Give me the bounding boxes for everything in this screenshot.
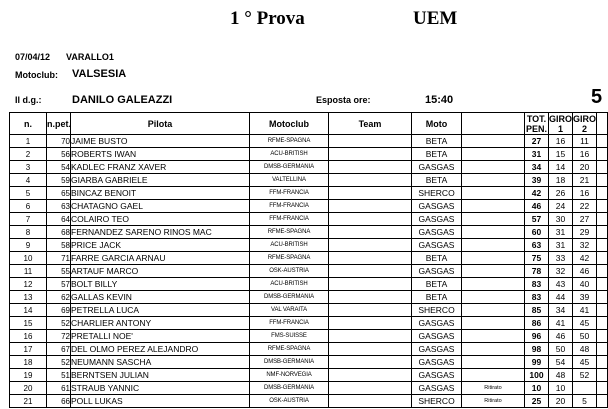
cell-position: 4 (10, 174, 47, 187)
cell-giro-2: 48 (573, 343, 597, 356)
col-header-n: n. (10, 113, 47, 135)
cell-note (462, 252, 525, 265)
cell-pilota: DEL OLMO PEREZ ALEJANDRO (71, 343, 250, 356)
cell-note (462, 213, 525, 226)
cell-position: 1 (10, 135, 47, 148)
cell-total-penalty: 25 (525, 395, 549, 408)
cell-number-pettorale: 70 (47, 135, 71, 148)
cell-pilota: COLAIRO TEO (71, 213, 250, 226)
col-header-extra (597, 113, 608, 135)
cell-giro-1: 34 (549, 304, 573, 317)
cell-pilota: FERNANDEZ SARENO RINOS MAC (71, 226, 250, 239)
cell-number-pettorale: 64 (47, 213, 71, 226)
cell-team (329, 135, 412, 148)
cell-pilota: KADLEC FRANZ XAVER (71, 161, 250, 174)
cell-position: 10 (10, 252, 47, 265)
cell-moto: GASGAS (412, 213, 462, 226)
cell-giro-2: 32 (573, 239, 597, 252)
cell-note (462, 161, 525, 174)
cell-giro-1: 10 (549, 382, 573, 395)
cell-giro-2: 46 (573, 265, 597, 278)
cell-giro-1: 31 (549, 239, 573, 252)
cell-team (329, 213, 412, 226)
cell-motoclub: FFM-FRANCIA (250, 187, 329, 200)
cell-moto: SHERCO (412, 395, 462, 408)
cell-team (329, 226, 412, 239)
cell-total-penalty: 34 (525, 161, 549, 174)
cell-team (329, 369, 412, 382)
cell-pilota: GALLAS KEVIN (71, 291, 250, 304)
table-row (10, 382, 608, 395)
cell-extra (597, 356, 608, 369)
table-row (10, 213, 608, 226)
cell-moto: GASGAS (412, 265, 462, 278)
cell-giro-1: 48 (549, 369, 573, 382)
cell-moto: SHERCO (412, 304, 462, 317)
cell-giro-1: 20 (549, 395, 573, 408)
cell-extra (597, 291, 608, 304)
cell-motoclub: VALTELLINA (250, 174, 329, 187)
cell-extra (597, 252, 608, 265)
cell-extra (597, 213, 608, 226)
cell-moto: BETA (412, 135, 462, 148)
cell-note (462, 291, 525, 304)
cell-number-pettorale: 68 (47, 226, 71, 239)
cell-position: 7 (10, 213, 47, 226)
cell-motoclub: VAL VARAITA (250, 304, 329, 317)
cell-pilota: JAIME BUSTO (71, 135, 250, 148)
cell-motoclub: DMSB-GERMANIA (250, 291, 329, 304)
col-header-npet: n.pet. (47, 113, 71, 135)
cell-position: 5 (10, 187, 47, 200)
table-row (10, 356, 608, 369)
cell-pilota: BERNTSEN JULIAN (71, 369, 250, 382)
cell-number-pettorale: 72 (47, 330, 71, 343)
cell-motoclub: ACU-BRITISH (250, 148, 329, 161)
cell-giro-2: 50 (573, 330, 597, 343)
esposta-value: 15:40 (425, 94, 454, 106)
cell-giro-2: 52 (573, 369, 597, 382)
cell-number-pettorale: 58 (47, 239, 71, 252)
cell-motoclub: OSK-AUSTRIA (250, 265, 329, 278)
cell-total-penalty: 98 (525, 343, 549, 356)
cell-motoclub: FFM-FRANCIA (250, 213, 329, 226)
cell-moto: GASGAS (412, 317, 462, 330)
cell-number-pettorale: 67 (47, 343, 71, 356)
cell-number-pettorale: 54 (47, 161, 71, 174)
table-row (10, 148, 608, 161)
cell-moto: BETA (412, 278, 462, 291)
cell-extra (597, 187, 608, 200)
cell-note: Ritirato (462, 382, 525, 395)
cell-team (329, 174, 412, 187)
cell-number-pettorale: 52 (47, 356, 71, 369)
cell-note (462, 356, 525, 369)
cell-giro-1: 46 (549, 330, 573, 343)
cell-team (329, 330, 412, 343)
cell-position: 14 (10, 304, 47, 317)
cell-giro-1: 16 (549, 135, 573, 148)
table-row (10, 200, 608, 213)
cell-position: 16 (10, 330, 47, 343)
cell-number-pettorale: 55 (47, 265, 71, 278)
cell-pilota: PRETALLI NOE' (71, 330, 250, 343)
cell-number-pettorale: 59 (47, 174, 71, 187)
cell-moto: GASGAS (412, 239, 462, 252)
cell-moto: GASGAS (412, 343, 462, 356)
cell-pilota: STRAUB YANNIC (71, 382, 250, 395)
cell-giro-1: 50 (549, 343, 573, 356)
cell-giro-2: 42 (573, 252, 597, 265)
table-header-row (10, 113, 608, 135)
cell-extra (597, 265, 608, 278)
cell-moto: GASGAS (412, 356, 462, 369)
col-header-giro1: GIRO 1 (549, 113, 573, 134)
cell-total-penalty: 60 (525, 226, 549, 239)
cell-total-penalty: 99 (525, 356, 549, 369)
cell-extra (597, 304, 608, 317)
cell-extra (597, 148, 608, 161)
cell-number-pettorale: 69 (47, 304, 71, 317)
cell-extra (597, 174, 608, 187)
cell-team (329, 304, 412, 317)
cell-motoclub: DMSB-GERMANIA (250, 382, 329, 395)
results-body (10, 135, 608, 408)
cell-extra (597, 278, 608, 291)
motoclub-label: Motoclub: (15, 70, 58, 80)
cell-giro-2: 22 (573, 200, 597, 213)
cell-team (329, 291, 412, 304)
cell-position: 8 (10, 226, 47, 239)
cell-number-pettorale: 71 (47, 252, 71, 265)
table-row (10, 252, 608, 265)
page-title: 1 ° Prova (230, 8, 305, 29)
cell-note (462, 369, 525, 382)
table-row (10, 226, 608, 239)
dg-value: DANILO GALEAZZI (72, 94, 173, 106)
cell-giro-1: 33 (549, 252, 573, 265)
cell-motoclub: NMF-NORVEGIA (250, 369, 329, 382)
cell-total-penalty: 46 (525, 200, 549, 213)
cell-pilota: NEUMANN SASCHA (71, 356, 250, 369)
cell-total-penalty: 39 (525, 174, 549, 187)
table-row (10, 187, 608, 200)
cell-total-penalty: 96 (525, 330, 549, 343)
cell-motoclub: RFME-SPAGNA (250, 135, 329, 148)
cell-moto: GASGAS (412, 382, 462, 395)
cell-note (462, 239, 525, 252)
cell-pilota: FARRE GARCIA ARNAU (71, 252, 250, 265)
cell-giro-2: 27 (573, 213, 597, 226)
cell-pilota: POLL LUKAS (71, 395, 250, 408)
dg-label: Il d.g.: (15, 95, 42, 105)
cell-team (329, 148, 412, 161)
cell-motoclub: ACU-BRITISH (250, 239, 329, 252)
cell-extra (597, 226, 608, 239)
cell-giro-1: 14 (549, 161, 573, 174)
cell-pilota: ROBERTS IWAN (71, 148, 250, 161)
table-row (10, 174, 608, 187)
col-header-giro2: GIRO 2 (573, 113, 597, 134)
page-number-fragment: 5 (591, 86, 603, 108)
table-row (10, 135, 608, 148)
cell-note (462, 278, 525, 291)
motoclub-value: VALSESIA (72, 68, 127, 80)
cell-giro-2: 5 (573, 395, 597, 408)
table-row (10, 239, 608, 252)
cell-team (329, 278, 412, 291)
cell-moto: GASGAS (412, 330, 462, 343)
cell-giro-1: 26 (549, 187, 573, 200)
cell-team (329, 161, 412, 174)
cell-motoclub: FMS-SUISSE (250, 330, 329, 343)
cell-position: 12 (10, 278, 47, 291)
cell-motoclub: FFM-FRANCIA (250, 317, 329, 330)
cell-position: 17 (10, 343, 47, 356)
cell-total-penalty: 27 (525, 135, 549, 148)
cell-note (462, 135, 525, 148)
cell-position: 9 (10, 239, 47, 252)
cell-moto: GASGAS (412, 161, 462, 174)
cell-pilota: BOLT BILLY (71, 278, 250, 291)
event-date: 07/04/12 (15, 52, 51, 62)
cell-position: 18 (10, 356, 47, 369)
cell-number-pettorale: 51 (47, 369, 71, 382)
cell-note (462, 200, 525, 213)
cell-extra (597, 395, 608, 408)
cell-extra (597, 369, 608, 382)
cell-note (462, 226, 525, 239)
cell-giro-1: 30 (549, 213, 573, 226)
cell-moto: BETA (412, 148, 462, 161)
col-header-tot: TOT. PEN. (525, 113, 547, 134)
cell-team (329, 343, 412, 356)
cell-number-pettorale: 56 (47, 148, 71, 161)
cell-giro-2 (573, 382, 597, 395)
cell-team (329, 265, 412, 278)
cell-giro-2: 39 (573, 291, 597, 304)
cell-position: 15 (10, 317, 47, 330)
cell-pilota: BINCAZ BENOIT (71, 187, 250, 200)
cell-motoclub: DMSB-GERMANIA (250, 356, 329, 369)
cell-extra (597, 330, 608, 343)
col-header-moto: Moto (412, 113, 462, 135)
cell-number-pettorale: 61 (47, 382, 71, 395)
cell-number-pettorale: 63 (47, 200, 71, 213)
cell-total-penalty: 78 (525, 265, 549, 278)
cell-total-penalty: 10 (525, 382, 549, 395)
cell-giro-2: 11 (573, 135, 597, 148)
cell-position: 20 (10, 382, 47, 395)
cell-team (329, 252, 412, 265)
cell-position: 2 (10, 148, 47, 161)
cell-team (329, 395, 412, 408)
cell-giro-2: 20 (573, 161, 597, 174)
cell-extra (597, 239, 608, 252)
cell-total-penalty: 57 (525, 213, 549, 226)
cell-motoclub: RFME-SPAGNA (250, 343, 329, 356)
cell-total-penalty: 86 (525, 317, 549, 330)
cell-total-penalty: 42 (525, 187, 549, 200)
cell-note (462, 304, 525, 317)
cell-moto: GASGAS (412, 226, 462, 239)
cell-pilota: GIARBA GABRIELE (71, 174, 250, 187)
cell-number-pettorale: 57 (47, 278, 71, 291)
table-row (10, 278, 608, 291)
cell-total-penalty: 75 (525, 252, 549, 265)
cell-total-penalty: 85 (525, 304, 549, 317)
cell-number-pettorale: 52 (47, 317, 71, 330)
cell-giro-1: 18 (549, 174, 573, 187)
cell-team (329, 356, 412, 369)
table-row (10, 291, 608, 304)
cell-giro-1: 31 (549, 226, 573, 239)
col-header-blank (462, 113, 525, 135)
table-row (10, 369, 608, 382)
cell-giro-2: 40 (573, 278, 597, 291)
cell-note (462, 187, 525, 200)
cell-pilota: PETRELLA LUCA (71, 304, 250, 317)
cell-position: 19 (10, 369, 47, 382)
cell-pilota: CHARLIER ANTONY (71, 317, 250, 330)
cell-note (462, 330, 525, 343)
cell-note (462, 265, 525, 278)
cell-team (329, 317, 412, 330)
cell-total-penalty: 83 (525, 291, 549, 304)
cell-note: Ritirato (462, 395, 525, 408)
cell-motoclub: OSK-AUSTRIA (250, 395, 329, 408)
results-table (9, 112, 608, 408)
cell-giro-2: 41 (573, 304, 597, 317)
esposta-label: Esposta ore: (316, 95, 371, 105)
cell-giro-2: 29 (573, 226, 597, 239)
cell-total-penalty: 63 (525, 239, 549, 252)
cell-team (329, 187, 412, 200)
cell-extra (597, 317, 608, 330)
table-row (10, 265, 608, 278)
cell-note (462, 148, 525, 161)
table-row (10, 317, 608, 330)
cell-moto: SHERCO (412, 187, 462, 200)
cell-pilota: ARTAUF MARCO (71, 265, 250, 278)
cell-giro-1: 24 (549, 200, 573, 213)
cell-motoclub: FFM-FRANCIA (250, 200, 329, 213)
cell-number-pettorale: 62 (47, 291, 71, 304)
cell-position: 21 (10, 395, 47, 408)
cell-moto: BETA (412, 252, 462, 265)
cell-giro-2: 16 (573, 187, 597, 200)
col-header-pilota: Pilota (71, 113, 250, 135)
cell-giro-2: 45 (573, 356, 597, 369)
cell-total-penalty: 100 (525, 369, 549, 382)
organization-title: UEM (413, 8, 458, 29)
cell-position: 11 (10, 265, 47, 278)
cell-giro-2: 21 (573, 174, 597, 187)
cell-moto: BETA (412, 291, 462, 304)
cell-extra (597, 343, 608, 356)
cell-pilota: PRICE JACK (71, 239, 250, 252)
cell-motoclub: DMSB-GERMANIA (250, 161, 329, 174)
cell-note (462, 174, 525, 187)
cell-giro-1: 41 (549, 317, 573, 330)
col-header-team: Team (329, 113, 412, 135)
cell-position: 6 (10, 200, 47, 213)
cell-motoclub: ACU-BRITISH (250, 278, 329, 291)
cell-extra (597, 161, 608, 174)
cell-team (329, 239, 412, 252)
cell-extra (597, 382, 608, 395)
event-location: VARALLO1 (66, 52, 114, 62)
cell-giro-1: 44 (549, 291, 573, 304)
cell-note (462, 317, 525, 330)
cell-extra (597, 135, 608, 148)
cell-moto: BETA (412, 174, 462, 187)
cell-giro-2: 45 (573, 317, 597, 330)
cell-giro-1: 54 (549, 356, 573, 369)
cell-extra (597, 200, 608, 213)
cell-moto: GASGAS (412, 369, 462, 382)
cell-team (329, 382, 412, 395)
cell-pilota: CHATAGNO GAEL (71, 200, 250, 213)
cell-moto: GASGAS (412, 200, 462, 213)
cell-giro-1: 32 (549, 265, 573, 278)
cell-team (329, 200, 412, 213)
cell-note (462, 343, 525, 356)
table-row (10, 343, 608, 356)
cell-total-penalty: 31 (525, 148, 549, 161)
cell-motoclub: RFME-SPAGNA (250, 252, 329, 265)
table-row (10, 161, 608, 174)
cell-giro-1: 15 (549, 148, 573, 161)
cell-number-pettorale: 65 (47, 187, 71, 200)
table-row (10, 330, 608, 343)
cell-motoclub: RFME-SPAGNA (250, 226, 329, 239)
cell-position: 3 (10, 161, 47, 174)
col-header-motoclub: Motoclub (250, 113, 329, 135)
table-row (10, 304, 608, 317)
cell-number-pettorale: 66 (47, 395, 71, 408)
cell-position: 13 (10, 291, 47, 304)
cell-giro-1: 43 (549, 278, 573, 291)
cell-giro-2: 16 (573, 148, 597, 161)
table-row (10, 395, 608, 408)
cell-total-penalty: 83 (525, 278, 549, 291)
